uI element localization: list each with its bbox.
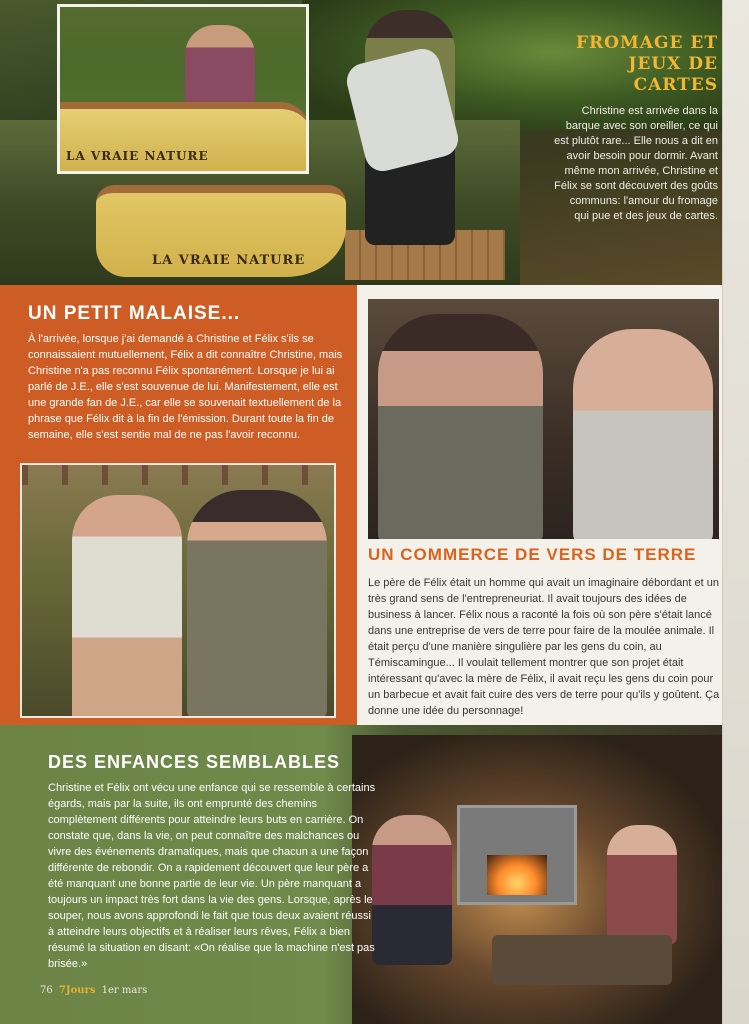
- enfances-body: Christine et Félix ont vécu une enfance qui se ressemble à certains égards, mais par la suite, ils ont emprunté des chemins complètement différents pour atteindre leurs buts en carrière. On constate que, dans la vie, on peut connaître des malchances ou vivre des événements dramatiques, mais que chacun a une façon différente de rebondir. On a rapidement découvert que leur père a été manquant une bonne partie de leur vie. Un père manquant a toujours un impact très fort dans la vie des gens. Lorsque, après le souper, nous avons approfondi le fait que tous deux avaient réussi à atteindre leurs objectifs et à réaliser leurs rêves, Félix a bien résumé la situation en disant: «On réalise que la machine n'est pas brisée.»: [48, 782, 376, 970]
- christine-figure-4: [372, 815, 452, 965]
- boat-label-small: LA VRAIE NATURE: [66, 149, 209, 163]
- fireplace-photo: [352, 735, 722, 1024]
- dinner-table: [492, 935, 672, 985]
- hug-photo: [20, 463, 336, 718]
- rowing-inset-photo: [57, 4, 309, 174]
- page-number: 76: [40, 985, 53, 996]
- fire: [487, 855, 547, 895]
- malaise-body: À l'arrivée, lorsque j'ai demandé à Christine et Félix s'ils se connaissaient mutuellement, Félix a dit connaître Christine, mais Christine n'a pas reconnu Félix spontanément. Lorsque je lui ai parlé de J.E., elle s'est souvenue de lui. Manifestement, elle est une grande fan de J.E., car elle se souvenait textuellement de la phrase que Félix dit à la fin de l'émission. Durant toute la fin de semaine, elle s'est sentie mal de ne pas l'avoir reconnu.: [28, 333, 343, 441]
- commerce-body: Le père de Félix était un homme qui avait un imaginaire débordant et un très grand sens de l'entrepreneuriat. Il avait toujours des idées de business à lancer. Félix nous a raconté la fois où son père s'était lancé dans une entreprise de vers de terre pour faire de la moulée animale. Il était perçu d'une manière singulière par les gens du coin, au Témiscamingue... Il voulait tellement montrer que son projet était intéressant qu'avec la mère de Félix, il avait reçu les gens du coin pour un barbecue et avait fait cuire des vers de terre pour qu'ils y goûtent. Ça donne une idée du personnage!: [368, 577, 720, 717]
- sidebar-title: FROMAGE ET JEUX DE CARTES: [575, 33, 718, 95]
- pergola: [22, 465, 336, 485]
- issue-date: 1er mars: [101, 985, 148, 996]
- magazine-name: 7Jours: [58, 985, 96, 996]
- felix-figure-3: [573, 329, 713, 539]
- sidebar-fromage: [553, 33, 718, 224]
- commerce-section: [368, 545, 720, 719]
- sidebar-body: Christine est arrivée dans la barque avec son oreiller, ce qui est plutôt rare... Elle nous a dit en avoir besoin pour dormir. Avant même mon arrivée, Christine et Félix se sont découvert des goûts communs: l'amour du fromage qui pue et des jeux de cartes.: [554, 105, 718, 222]
- christine-figure-2: [187, 490, 327, 718]
- boat-label-large: LA VRAIE NATURE: [152, 253, 306, 268]
- page-folio: [40, 985, 147, 996]
- rowboat-small: [60, 102, 309, 174]
- conversation-photo: [368, 299, 719, 539]
- enfances-section: [48, 752, 378, 972]
- christine-figure-3: [378, 314, 543, 539]
- page-gutter: [722, 0, 749, 1024]
- felix-figure: [72, 495, 182, 718]
- felix-figure-4: [607, 825, 677, 945]
- commerce-title: UN COMMERCE DE VERS DE TERRE: [368, 545, 697, 564]
- malaise-title: UN PETIT MALAISE...: [28, 303, 241, 324]
- enfances-title: DES ENFANCES SEMBLABLES: [48, 752, 341, 772]
